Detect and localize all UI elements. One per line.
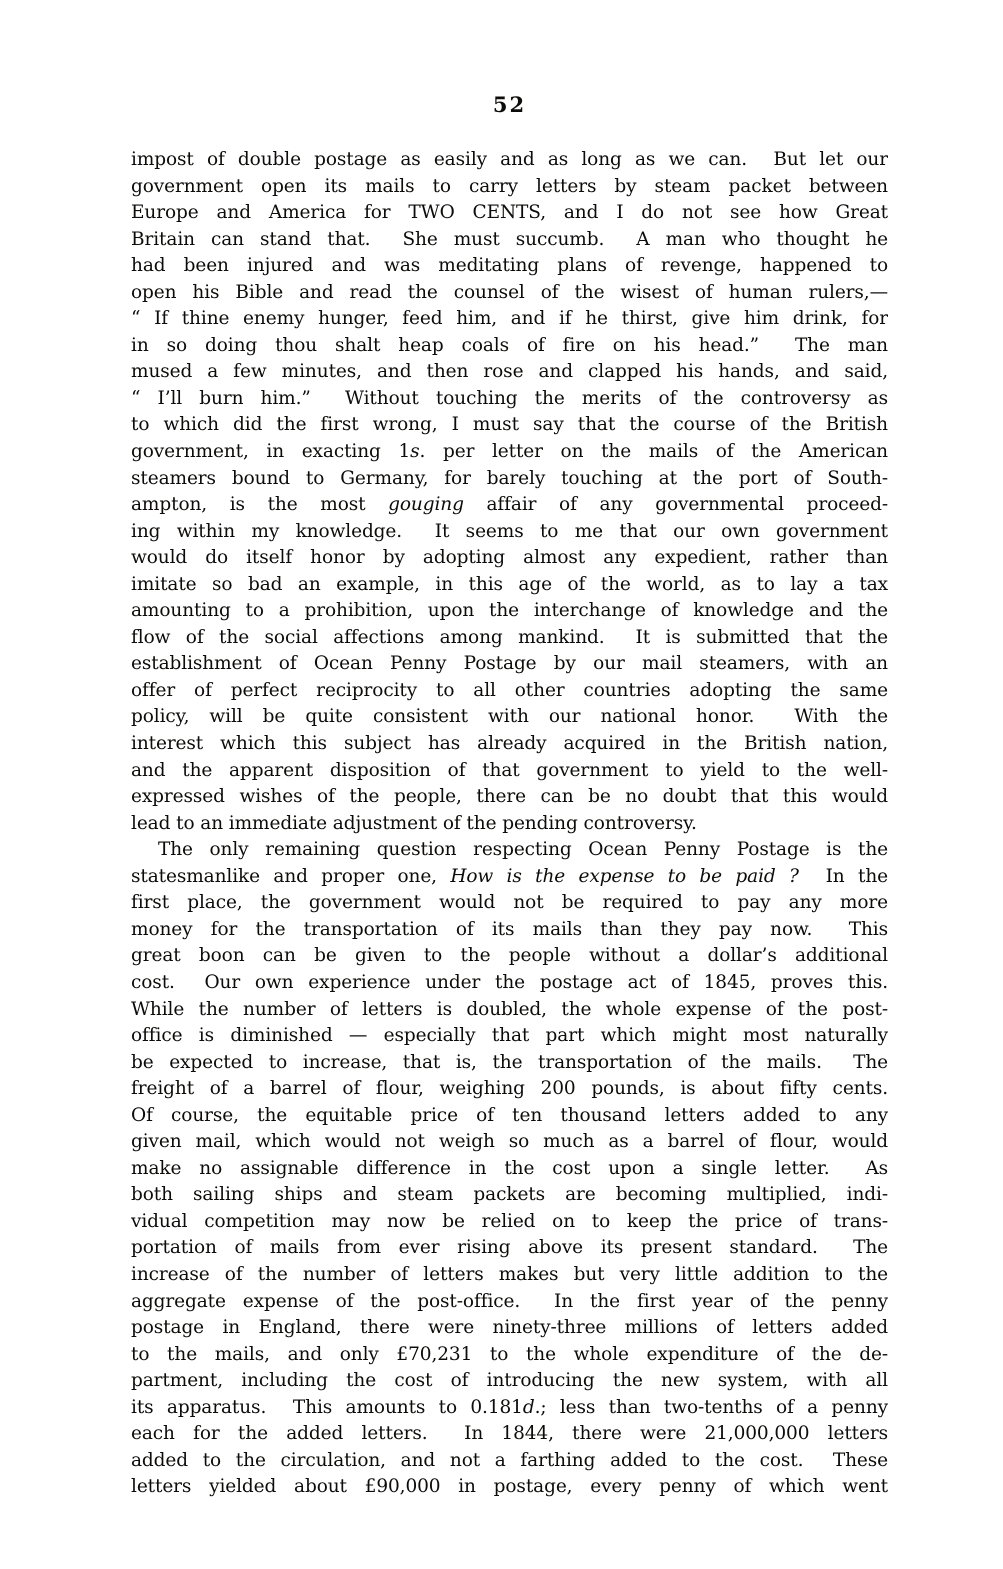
- text-line: government, in exacting 1s. per letter on the mails of the American: [131, 441, 888, 463]
- text-line: impost of double postage as easily and as long as we can. But let our: [131, 149, 888, 170]
- italic-text: How is the expense to be paid ?: [450, 865, 799, 887]
- text-line: mused a few minutes, and then rose and clapped his hands, and said,: [131, 361, 888, 383]
- text-line: be expected to increase, that is, the transportation of the mails. The: [131, 1051, 888, 1073]
- text-line: in so doing thou shalt heap coals of fire on his head.” The man: [131, 334, 888, 356]
- text-line: establishment of Ocean Penny Postage by our mail steamers, with an: [131, 653, 888, 675]
- text-line: postage in England, there were ninety-three millions of letters added: [131, 1317, 888, 1339]
- text-line: increase of the number of letters makes but very little addition to the: [131, 1263, 888, 1285]
- text-line: portation of mails from ever rising above its present standard. The: [131, 1237, 888, 1259]
- page-number: 52: [492, 92, 527, 117]
- text-line: aggregate expense of the post-office. In the first year of the penny: [131, 1290, 888, 1312]
- text-line: given mail, which would not weigh so much as a barrel of flour, would: [131, 1131, 888, 1153]
- text-line: vidual competition may now be relied on to keep the price of trans-: [131, 1210, 888, 1232]
- text-line: make no assignable difference in the cost upon a single letter. As: [131, 1157, 888, 1179]
- italic-text: gouging: [388, 494, 464, 516]
- text-line: added to the circulation, and not a farthing added to the cost. These: [131, 1449, 888, 1471]
- text-line: had been injured and was meditating plans of revenge, happened to: [131, 255, 888, 277]
- text-line: letters yielded about £90,000 in postage, every penny of which went: [131, 1476, 888, 1498]
- text-line: would do itself honor by adopting almost any expedient, rather than: [131, 547, 888, 569]
- text-line: ing within my knowledge. It seems to me that our own government: [131, 520, 888, 542]
- text-line: Britain can stand that. She must succumb. A man who thought he: [131, 228, 888, 250]
- text-line: “ I’ll burn him.” Without touching the merits of the controversy as: [131, 387, 888, 409]
- text-line: each for the added letters. In 1844, there were 21,000,000 letters: [131, 1423, 888, 1445]
- text-line: money for the transportation of its mails than they pay now. This: [131, 918, 888, 940]
- text-block: [131, 147, 888, 1501]
- text-line: to the mails, and only £70,231 to the whole expenditure of the de-: [131, 1343, 888, 1365]
- text-line: statesmanlike and proper one, How is the expense to be paid ? In the: [131, 865, 888, 887]
- text-line: Of course, the equitable price of ten thousand letters added to any: [131, 1104, 888, 1126]
- text-line: freight of a barrel of flour, weighing 200 pounds, is about fifty cents.: [131, 1078, 888, 1100]
- text-line: office is diminished — especially that part which might most naturally: [131, 1025, 888, 1047]
- text-line: Europe and America for TWO CENTS, and I do not see how Great: [131, 202, 888, 224]
- text-line: amounting to a prohibition, upon the interchange of knowledge and the: [131, 600, 888, 622]
- text-line: While the number of letters is doubled, the whole expense of the post-: [131, 998, 888, 1020]
- text-line: great boon can be given to the people without a dollar’s additional: [131, 945, 888, 967]
- text-line: expressed wishes of the people, there can be no doubt that this would: [131, 786, 888, 808]
- text-line: offer of perfect reciprocity to all other countries adopting the same: [131, 679, 888, 701]
- text-line: imitate so bad an example, in this age of the world, as to lay a tax: [131, 573, 888, 595]
- text-line: both sailing ships and steam packets are becoming multiplied, indi-: [131, 1184, 888, 1206]
- text-line: The only remaining question respecting Ocean Penny Postage is the: [158, 839, 888, 861]
- text-line: its apparatus. This amounts to 0.181d.; less than two-tenths of a penny: [131, 1396, 888, 1418]
- text-line: first place, the government would not be required to pay any more: [131, 892, 888, 914]
- text-line: to which did the first wrong, I must say that the course of the British: [131, 414, 888, 436]
- text-line: cost. Our own experience under the postage act of 1845, proves this.: [131, 971, 888, 993]
- text-line: partment, including the cost of introducing the new system, with all: [131, 1370, 888, 1392]
- text-line: ampton, is the most gouging affair of any governmental proceed-: [131, 494, 888, 516]
- text-line: “ If thine enemy hunger, feed him, and if he thirst, give him drink, for: [131, 308, 888, 330]
- italic-text: s: [410, 441, 420, 463]
- text-line: government open its mails to carry letters by steam packet between: [131, 175, 888, 197]
- text-line: steamers bound to Germany, for barely touching at the port of South-: [131, 467, 888, 489]
- text-line: interest which this subject has already acquired in the British nation,: [131, 733, 888, 755]
- text-line: and the apparent disposition of that government to yield to the well-: [131, 759, 888, 781]
- text-line: open his Bible and read the counsel of the wisest of human rulers,—: [131, 281, 888, 303]
- italic-text: d: [522, 1396, 535, 1418]
- text-line: lead to an immediate adjustment of the pending controversy.: [131, 812, 697, 834]
- text-line: flow of the social affections among mankind. It is submitted that the: [131, 626, 888, 648]
- text-line: policy, will be quite consistent with our national honor. With the: [131, 706, 888, 728]
